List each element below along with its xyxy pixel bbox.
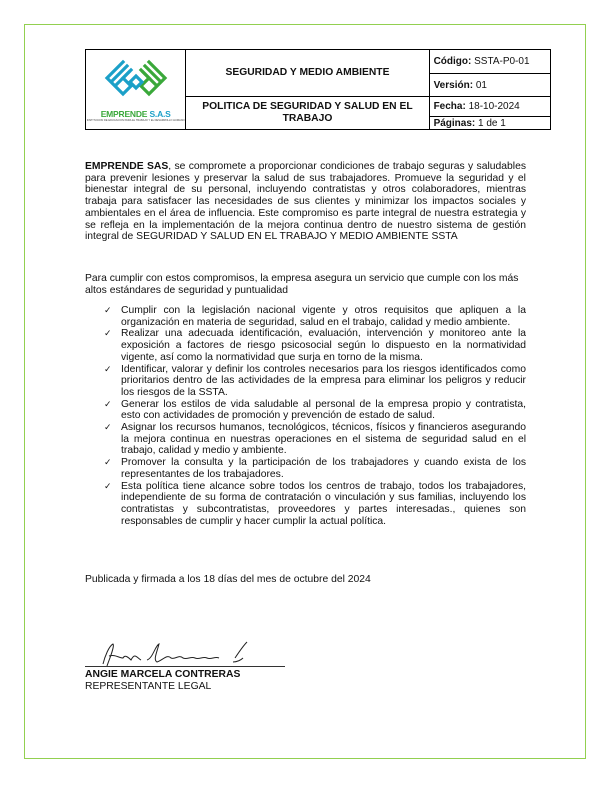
meta-version <box>429 74 550 97</box>
document-title: POLITICA DE SEGURIDAD Y SALUD EN EL TRABAJO <box>186 97 429 130</box>
check-icon: ✓ <box>104 328 112 339</box>
logo-emblem-icon <box>101 58 171 108</box>
commitments-list <box>85 305 526 527</box>
signatory-role: REPRESENTANTE LEGAL <box>85 681 212 692</box>
meta-pages-label: Páginas: <box>433 117 476 129</box>
check-icon: ✓ <box>104 363 112 374</box>
list-item: ✓ Realizar una adecuada identificación, evaluación, intervención y monitoreo ante la exposición a factores de riesgo psicosocial según lo dispuesto en la normatividad vigente, así como la normatividad que surja en torno de la misma. <box>104 328 526 363</box>
check-icon: ✓ <box>104 398 112 409</box>
meta-date-label: Fecha: <box>433 101 466 112</box>
meta-version-value: 01 <box>475 79 487 91</box>
meta-date <box>429 97 550 117</box>
logo-name: EMPRENDE <box>100 108 148 119</box>
meta-code <box>429 50 550 74</box>
meta-version-label: Versión: <box>433 79 474 91</box>
list-item: ✓ Promover la consulta y la participación de los trabajadores y cuando exista de los representantes de los trabajadores. <box>104 457 526 480</box>
check-icon: ✓ <box>104 480 112 491</box>
signatory-name: ANGIE MARCELA CONTRERAS <box>85 669 241 680</box>
check-icon: ✓ <box>104 305 112 315</box>
intro-company: EMPRENDE SAS <box>85 161 169 172</box>
logo-suffix: S.A.S <box>149 108 171 119</box>
logo-cell <box>86 50 186 130</box>
list-item: ✓ Esta política tiene alcance sobre todos los centros de trabajo, todos los trabajadores, independiente de su forma de contratación o vinculación y sus familias, incluyendo los contratistas y subcontratistas, proveedores y partes interesadas., quienes son responsables de cumplir y hacer cumplir la actual política. <box>104 480 526 527</box>
meta-pages-value: 1 de 1 <box>478 117 506 129</box>
intro-paragraph <box>85 161 526 243</box>
list-item: ✓ Generar los estilos de vida saludable al personal de la empresa propio y contratista, esto con actividades de promoción y prevención de estado de salud. <box>104 398 526 422</box>
check-icon: ✓ <box>104 422 112 433</box>
company-logo <box>86 58 185 122</box>
check-icon: ✓ <box>104 457 112 468</box>
document-header-table <box>85 49 551 130</box>
list-item: ✓ Asignar los recursos humanos, tecnológicos, técnicos, físicos y financieros asegurando la mejora continua en nuestras operaciones en el sistema de seguridad salud en el trabajo, calidad y medio y ambiente. <box>104 422 526 457</box>
meta-date-value: 18-10-2024 <box>468 101 520 112</box>
meta-code-label: Código: <box>433 56 472 67</box>
meta-code-value: SSTA-P0-01 <box>474 56 530 67</box>
publication-statement: Publicada y firmada a los 18 días del mes de octubre del 2024 <box>85 574 371 585</box>
meta-pages <box>429 117 550 130</box>
list-item: ✓ Cumplir con la legislación nacional vigente y otros requisitos que apliquen a la organización en materia de seguridad, salud en el trabajo, calidad y medio ambiente. <box>104 305 526 328</box>
section-title: SEGURIDAD Y MEDIO AMBIENTE <box>186 50 429 97</box>
commitments-intro: Para cumplir con estos compromisos, la empresa asegura un servicio que cumple con los más altos estándares de seguridad y puntualidad <box>85 273 519 296</box>
logo-tagline: INSTITUCION DE EDUCACION PARA EL TRABAJO Y EL DESARROLLO HUMANO <box>86 118 185 122</box>
signature-line <box>85 666 285 667</box>
list-item: ✓ Identificar, valorar y definir los controles necesarios para los riesgos identificados como prioritarios dentro de las actividades de la empresa para eliminar los peligros y reducir los riesgos de la SSTA. <box>104 363 526 398</box>
intro-text: , se compromete a proporcionar condiciones de trabajo seguras y saludables para prevenir lesiones y preservar la salud de sus trabajadores. Promueve la seguridad y el bienestar integral de su personal, incluyendo contratistas y otros colaboradores, mientras trabaja para satisfacer las necesidades de sus clientes y minimizar los impactos sociales y ambientales en el área de influencia. Este compromiso es parte integral de nuestra estrategia y se refleja en la implementación de la mejora continua dentro de nuestro sistema de gestión integral de SEGURIDAD Y SALUD EN EL TRABAJO Y MEDIO AMBIENTE SSTA <box>85 161 527 243</box>
